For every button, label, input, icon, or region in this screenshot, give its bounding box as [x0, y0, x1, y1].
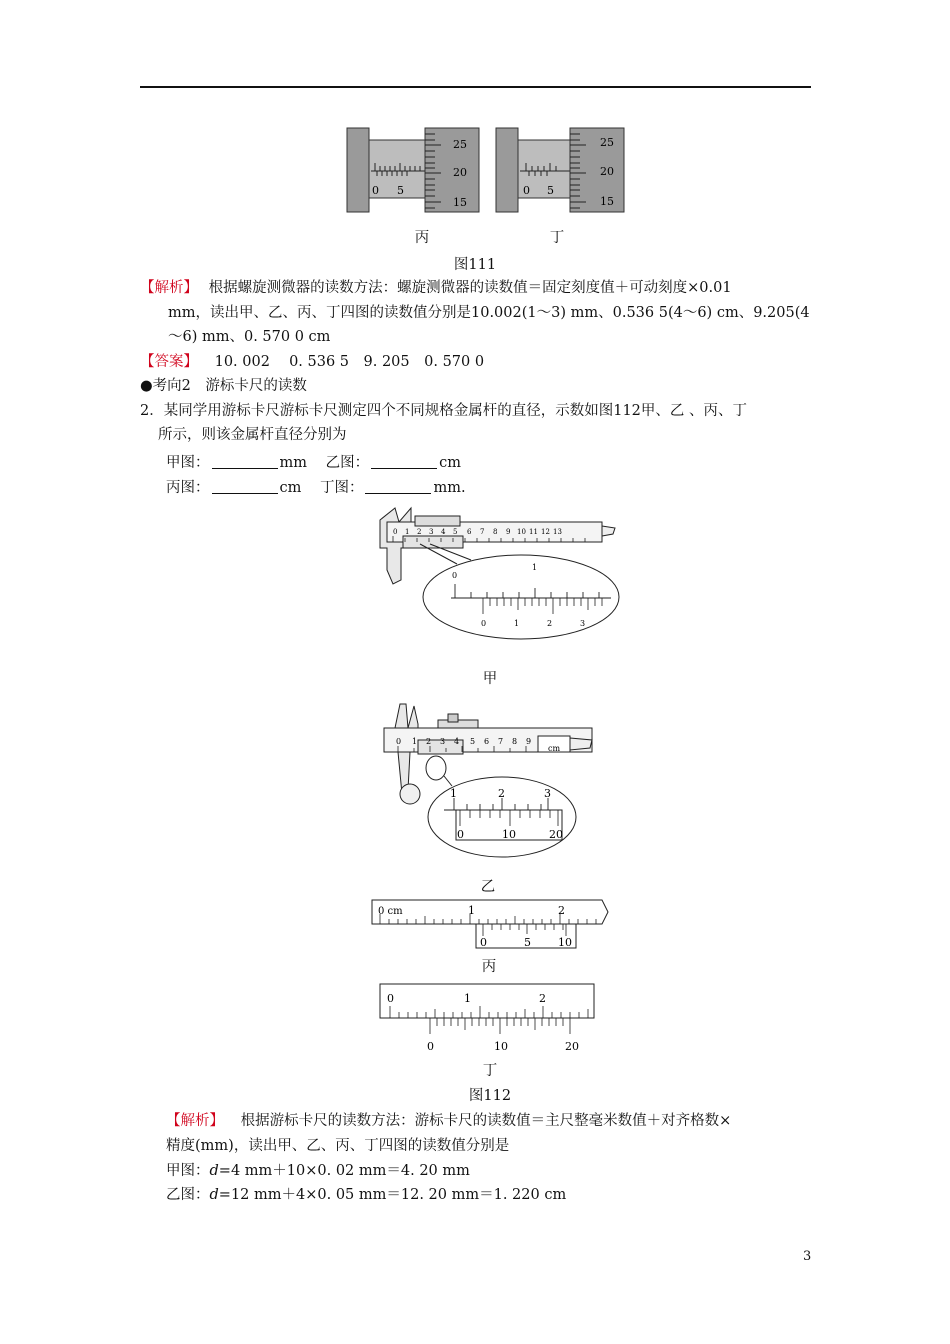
caliper-bing-label: 丙 — [481, 959, 497, 975]
yi-answer-blank[interactable] — [371, 454, 437, 469]
caliper-jia-zoom-main-1: 1 — [532, 563, 538, 572]
question2-line1: 2．某同学用游标卡尺游标卡尺测定四个不同规格金属杆的直径，示数如图112甲、乙 、丙、丁 — [140, 403, 748, 419]
caliper-bing-vernier-10: 10 — [558, 936, 572, 949]
solution2-yi-label: 乙图： — [166, 1187, 210, 1203]
caliper-jia-main-13: 13 — [553, 528, 562, 536]
caliper-jia-zoom-main-0: 0 — [452, 571, 458, 580]
caliper-jia-main-6: 6 — [467, 528, 472, 536]
question2-blanks-row1 — [166, 452, 461, 474]
bing-label: 丙图： — [166, 480, 210, 496]
caliper-jia-zoom-vernier-1: 1 — [514, 619, 520, 628]
caliper-yi-main-3: 3 — [440, 737, 446, 746]
caliper-jia-main-1: 1 — [405, 528, 410, 536]
yi-unit: cm — [439, 455, 461, 471]
micrometer-ding-thimble-25: 25 — [600, 136, 614, 149]
caliper-bing-main-2: 2 — [558, 904, 565, 917]
solution2-jia-label: 甲图： — [166, 1163, 210, 1179]
caliper-jia-main-8: 8 — [493, 528, 498, 536]
caliper-ding-main-2: 2 — [539, 992, 546, 1005]
micrometer-ding-thimble-20: 20 — [600, 165, 614, 178]
figure-111-caption: 图111 — [453, 257, 497, 273]
caliper-yi-main-7: 7 — [498, 737, 504, 746]
caliper-jia-zoom-vernier-3: 3 — [580, 619, 586, 628]
caliper-yi-main-1: 1 — [412, 737, 418, 746]
micrometer-ding-sleeve-5: 5 — [547, 184, 554, 197]
answer1-tag: 【答案】 — [140, 354, 198, 370]
caliper-bing-main-1: 1 — [468, 904, 475, 917]
solution2-tag: 【解析】 — [166, 1113, 224, 1129]
micrometer-ding-thimble-15: 15 — [600, 195, 614, 208]
caliper-jia-figure — [375, 500, 620, 642]
caliper-ding-main-0: 0 — [387, 992, 394, 1005]
caliper-jia-main-9: 9 — [506, 528, 511, 536]
solution2-yi-var: d — [209, 1187, 219, 1203]
caliper-jia-label: 甲 — [482, 671, 498, 687]
micrometer-bing-thimble-20: 20 — [453, 166, 467, 179]
caliper-bing-vernier-0: 0 — [480, 936, 487, 949]
caliper-jia-main-7: 7 — [480, 528, 485, 536]
caliper-ding-main-1: 1 — [464, 992, 471, 1005]
caliper-jia-main-11: 11 — [529, 528, 538, 536]
solution2-jia-var: d — [209, 1163, 219, 1179]
caliper-yi-main-0: 0 — [396, 737, 402, 746]
solution2-yi-calc: =12 mm＋4×0. 05 mm＝12. 20 mm＝1. 220 cm — [218, 1187, 567, 1203]
solution2-text1: 根据游标卡尺的读数方法：游标卡尺的读数值＝主尺整毫米数值＋对齐格数× — [240, 1113, 732, 1129]
answer1-line — [140, 351, 484, 373]
figure-112-caption: 图112 — [468, 1088, 512, 1104]
caliper-ding-vernier-0: 0 — [427, 1040, 434, 1053]
section-bullet-icon: ● — [140, 378, 153, 394]
solution1-line1 — [140, 277, 732, 299]
caliper-ding-vernier-20: 20 — [565, 1040, 579, 1053]
caliper-yi-main-8: 8 — [512, 737, 518, 746]
caliper-bing-vernier-5: 5 — [524, 936, 531, 949]
caliper-yi-zoom-vernier-20: 20 — [549, 828, 563, 841]
caliper-jia-main-3: 3 — [429, 528, 434, 536]
micrometer-bing-thimble-25: 25 — [453, 138, 467, 151]
solution1-text1: 根据螺旋测微器的读数方法：螺旋测微器的读数值＝固定刻度值＋可动刻度×0.01 — [208, 280, 732, 296]
caliper-yi-label: 乙 — [480, 879, 496, 895]
caliper-yi-main-4: 4 — [454, 737, 460, 746]
solution2-line2: 精度(mm)，读出甲、乙、丙、丁四图的读数值分别是 — [166, 1138, 510, 1154]
caliper-yi-figure — [378, 700, 598, 860]
caliper-jia-main-0: 0 — [393, 528, 398, 536]
section-title: 考向2 游标卡尺的读数 — [152, 378, 307, 394]
caliper-yi-zoom-main-1: 1 — [450, 787, 457, 800]
caliper-yi-main-6: 6 — [484, 737, 490, 746]
micrometer-bing-label: 丙 — [414, 230, 430, 246]
bing-answer-blank[interactable] — [212, 479, 278, 494]
ding-answer-blank[interactable] — [365, 479, 431, 494]
caliper-yi-zoom-vernier-10: 10 — [502, 828, 516, 841]
caliper-bing-main-0: 0 cm — [378, 906, 403, 917]
question2-line2: 所示，则该金属杆直径分别为 — [158, 427, 347, 443]
section-heading — [140, 375, 307, 397]
caliper-yi-main-2: 2 — [426, 737, 432, 746]
caliper-jia-main-10: 10 — [517, 528, 526, 536]
caliper-yi-zoom-vernier-0: 0 — [457, 828, 464, 841]
jia-unit: mm — [279, 455, 307, 471]
ding-unit: mm. — [433, 480, 466, 496]
solution2-line3 — [166, 1160, 470, 1182]
micrometer-ding-label: 丁 — [549, 230, 565, 246]
caliper-jia-main-4: 4 — [441, 528, 446, 536]
caliper-yi-unit: cm — [548, 744, 561, 753]
yi-label: 乙图： — [325, 455, 370, 471]
page-number: 3 — [803, 1249, 812, 1264]
caliper-ding-vernier-10: 10 — [494, 1040, 508, 1053]
caliper-ding-figure — [378, 982, 598, 1056]
micrometer-bing-sleeve-5: 5 — [397, 184, 404, 197]
caliper-jia-zoom-vernier-0: 0 — [481, 619, 487, 628]
caliper-bing-figure — [370, 898, 610, 952]
caliper-jia-main-12: 12 — [541, 528, 550, 536]
solution1-line3: ～6) mm、0. 570 0 cm — [168, 329, 331, 345]
caliper-jia-main-5: 5 — [453, 528, 458, 536]
answer1-text: 10. 002 0. 536 5 9. 205 0. 570 0 — [214, 354, 485, 370]
caliper-yi-zoom-main-3: 3 — [544, 787, 551, 800]
jia-label: 甲图： — [166, 455, 210, 471]
caliper-ding-label: 丁 — [482, 1063, 498, 1079]
caliper-jia-zoom-vernier-2: 2 — [547, 619, 553, 628]
bing-unit: cm — [279, 480, 302, 496]
question2-blanks-row2 — [166, 477, 466, 499]
solution1-tag: 【解析】 — [140, 280, 198, 296]
solution2-line4 — [166, 1184, 566, 1206]
micrometer-ding-figure — [494, 126, 626, 214]
header-rule — [140, 86, 811, 88]
caliper-yi-main-9: 9 — [526, 737, 532, 746]
caliper-yi-zoom-main-2: 2 — [498, 787, 505, 800]
solution2-jia-calc: =4 mm＋10×0. 02 mm＝4. 20 mm — [218, 1163, 470, 1179]
micrometer-bing-sleeve-0: 0 — [372, 184, 379, 197]
micrometer-bing-figure — [345, 126, 481, 214]
ding-label: 丁图： — [319, 480, 364, 496]
solution2-line1 — [166, 1110, 731, 1132]
micrometer-bing-thimble-15: 15 — [453, 196, 467, 209]
solution1-line2: mm，读出甲、乙、丙、丁四图的读数值分别是10.002(1～3) mm、0.536 5(4～6) cm、9.205(4 — [168, 305, 810, 321]
jia-answer-blank[interactable] — [212, 454, 278, 469]
caliper-yi-main-5: 5 — [470, 737, 476, 746]
caliper-jia-main-2: 2 — [417, 528, 422, 536]
micrometer-ding-sleeve-0: 0 — [523, 184, 530, 197]
